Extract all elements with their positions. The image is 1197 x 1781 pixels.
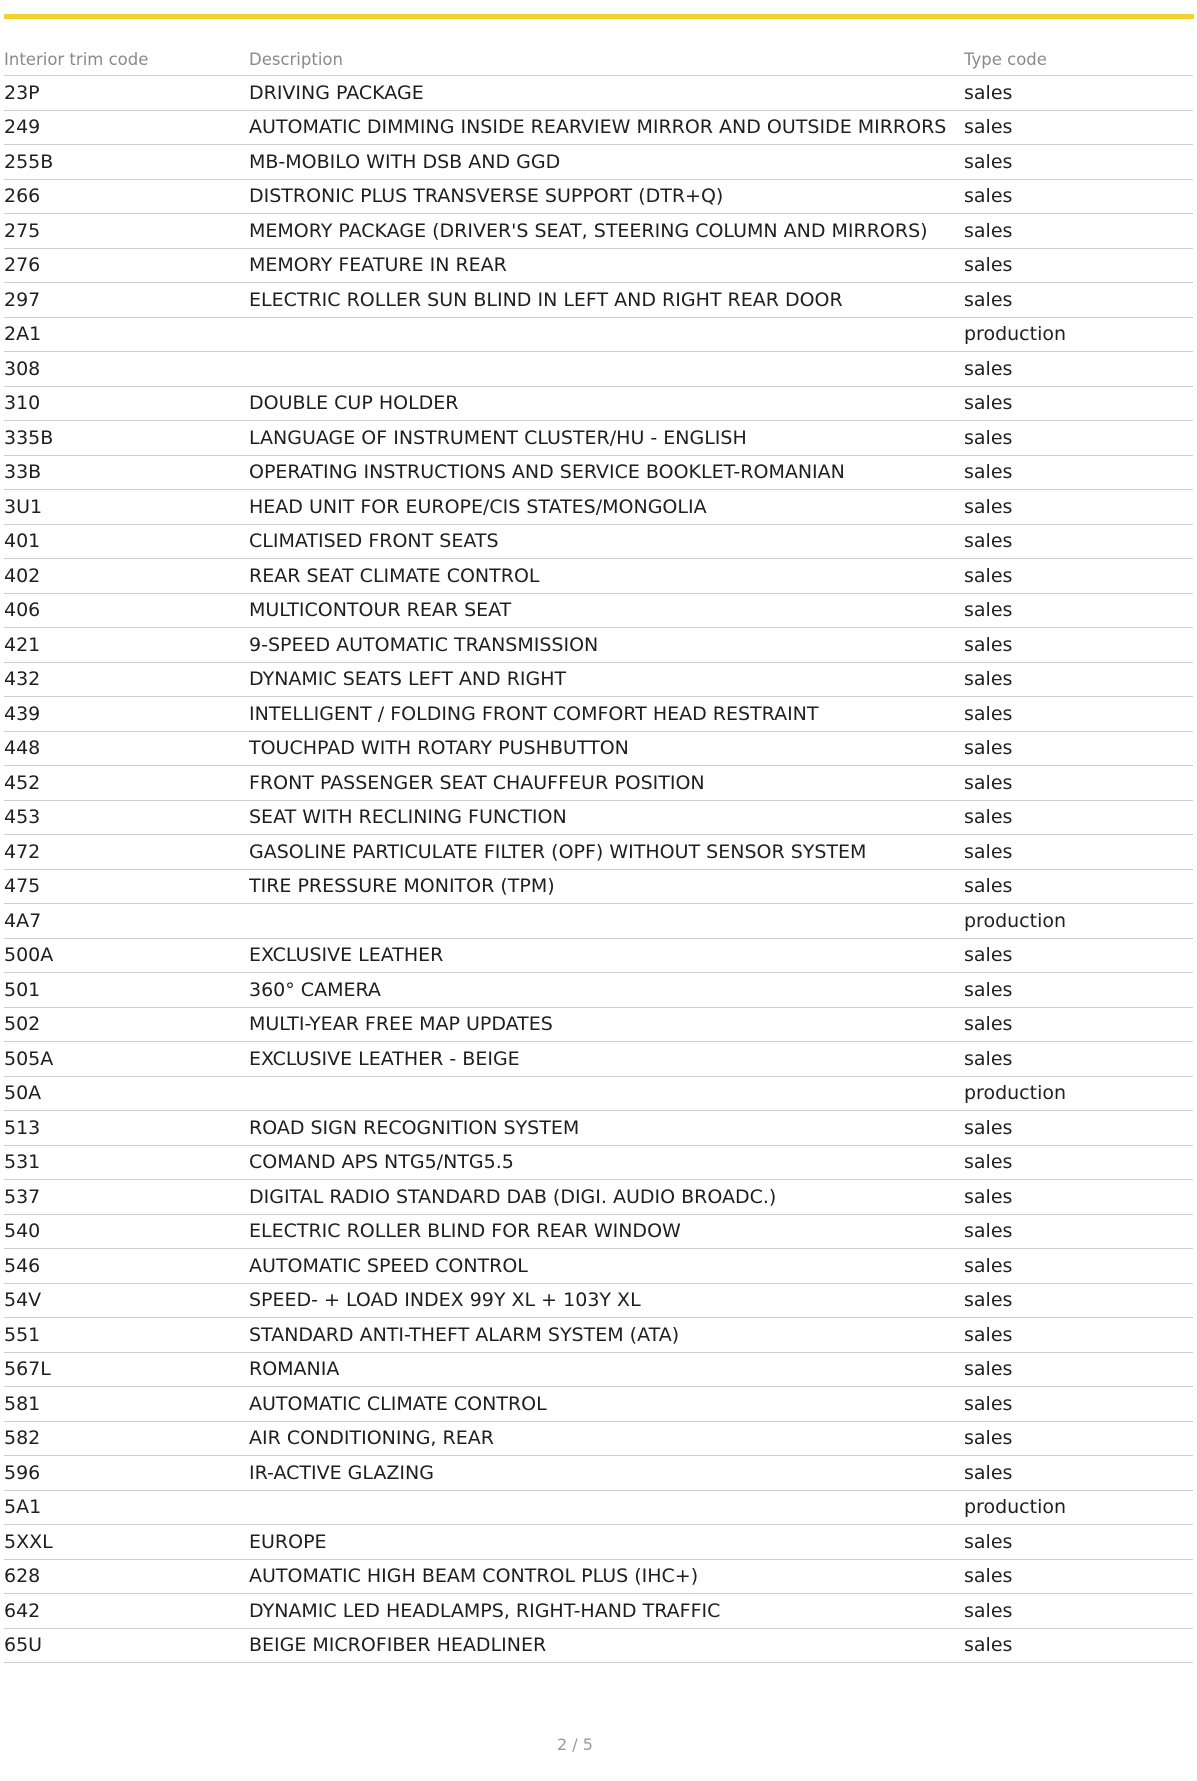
cell-type: production: [964, 317, 1193, 352]
cell-code: 439: [4, 697, 249, 732]
table-row: [4, 179, 1193, 214]
cell-code: 513: [4, 1111, 249, 1146]
cell-code: 475: [4, 869, 249, 904]
cell-description: GASOLINE PARTICULATE FILTER (OPF) WITHOUT SENSOR SYSTEM: [249, 835, 964, 870]
cell-code: 567L: [4, 1352, 249, 1387]
cell-type: sales: [964, 524, 1193, 559]
cell-description: AUTOMATIC CLIMATE CONTROL: [249, 1387, 964, 1422]
table-row: [4, 697, 1193, 732]
cell-description: EXCLUSIVE LEATHER - BEIGE: [249, 1042, 964, 1077]
cell-code: 406: [4, 593, 249, 628]
table-row: [4, 800, 1193, 835]
cell-code: 531: [4, 1145, 249, 1180]
cell-type: sales: [964, 145, 1193, 180]
cell-type: sales: [964, 1628, 1193, 1663]
cell-description: DOUBLE CUP HOLDER: [249, 386, 964, 421]
table-row: [4, 145, 1193, 180]
cell-type: sales: [964, 1249, 1193, 1284]
cell-type: sales: [964, 1387, 1193, 1422]
cell-code: 335B: [4, 421, 249, 456]
cell-type: sales: [964, 1352, 1193, 1387]
cell-code: 448: [4, 731, 249, 766]
cell-code: 402: [4, 559, 249, 594]
table-row: [4, 766, 1193, 801]
cell-type: sales: [964, 214, 1193, 249]
cell-type: production: [964, 904, 1193, 939]
yellow-accent-bar: [4, 14, 1194, 19]
table-row: [4, 283, 1193, 318]
cell-code: 249: [4, 110, 249, 145]
cell-description: MULTICONTOUR REAR SEAT: [249, 593, 964, 628]
cell-code: 546: [4, 1249, 249, 1284]
table-row: [4, 628, 1193, 663]
table-row: [4, 1490, 1193, 1525]
table-row: [4, 1249, 1193, 1284]
table-row: [4, 1111, 1193, 1146]
cell-type: sales: [964, 1594, 1193, 1629]
cell-type: sales: [964, 593, 1193, 628]
cell-code: 5XXL: [4, 1525, 249, 1560]
cell-description: AUTOMATIC SPEED CONTROL: [249, 1249, 964, 1284]
table-row: [4, 76, 1193, 111]
cell-type: sales: [964, 1421, 1193, 1456]
table-row: [4, 662, 1193, 697]
cell-description: COMAND APS NTG5/NTG5.5: [249, 1145, 964, 1180]
table-row: [4, 1559, 1193, 1594]
cell-description: EUROPE: [249, 1525, 964, 1560]
cell-description: FRONT PASSENGER SEAT CHAUFFEUR POSITION: [249, 766, 964, 801]
cell-description: [249, 317, 964, 352]
cell-code: 628: [4, 1559, 249, 1594]
cell-code: 500A: [4, 938, 249, 973]
table-row: [4, 248, 1193, 283]
table-row: [4, 1007, 1193, 1042]
table-row: [4, 524, 1193, 559]
table-body: [4, 76, 1193, 1663]
table-row: [4, 1421, 1193, 1456]
table-row: [4, 1042, 1193, 1077]
table-row: [4, 455, 1193, 490]
cell-description: REAR SEAT CLIMATE CONTROL: [249, 559, 964, 594]
cell-code: 472: [4, 835, 249, 870]
cell-description: ELECTRIC ROLLER SUN BLIND IN LEFT AND RIGHT REAR DOOR: [249, 283, 964, 318]
table-row: [4, 1628, 1193, 1663]
cell-code: 501: [4, 973, 249, 1008]
cell-code: 65U: [4, 1628, 249, 1663]
table-row: [4, 1318, 1193, 1353]
cell-code: 642: [4, 1594, 249, 1629]
table-row: [4, 1214, 1193, 1249]
cell-type: sales: [964, 766, 1193, 801]
cell-type: sales: [964, 938, 1193, 973]
cell-description: [249, 352, 964, 387]
table-row: [4, 904, 1193, 939]
cell-type: sales: [964, 490, 1193, 525]
cell-code: 2A1: [4, 317, 249, 352]
cell-type: sales: [964, 179, 1193, 214]
cell-code: 4A7: [4, 904, 249, 939]
cell-type: sales: [964, 869, 1193, 904]
cell-description: TOUCHPAD WITH ROTARY PUSHBUTTON: [249, 731, 964, 766]
cell-type: sales: [964, 283, 1193, 318]
options-table: [4, 44, 1193, 1663]
cell-code: 310: [4, 386, 249, 421]
table-row: [4, 1456, 1193, 1491]
cell-type: sales: [964, 76, 1193, 111]
cell-type: sales: [964, 421, 1193, 456]
table-row: [4, 1145, 1193, 1180]
cell-code: 401: [4, 524, 249, 559]
cell-description: TIRE PRESSURE MONITOR (TPM): [249, 869, 964, 904]
cell-type: sales: [964, 1559, 1193, 1594]
cell-description: 9-SPEED AUTOMATIC TRANSMISSION: [249, 628, 964, 663]
table-row: [4, 869, 1193, 904]
cell-code: 50A: [4, 1076, 249, 1111]
column-header-code: Interior trim code: [4, 44, 249, 76]
cell-description: 360° CAMERA: [249, 973, 964, 1008]
table-row: [4, 1387, 1193, 1422]
cell-description: ELECTRIC ROLLER BLIND FOR REAR WINDOW: [249, 1214, 964, 1249]
cell-type: sales: [964, 1007, 1193, 1042]
cell-description: HEAD UNIT FOR EUROPE/CIS STATES/MONGOLIA: [249, 490, 964, 525]
cell-type: sales: [964, 835, 1193, 870]
table-row: [4, 490, 1193, 525]
cell-code: 297: [4, 283, 249, 318]
table-row: [4, 559, 1193, 594]
cell-description: CLIMATISED FRONT SEATS: [249, 524, 964, 559]
table-row: [4, 938, 1193, 973]
column-header-type: Type code: [964, 44, 1193, 76]
cell-type: sales: [964, 1456, 1193, 1491]
cell-description: MB-MOBILO WITH DSB AND GGD: [249, 145, 964, 180]
cell-description: OPERATING INSTRUCTIONS AND SERVICE BOOKLET-ROMANIAN: [249, 455, 964, 490]
cell-type: production: [964, 1076, 1193, 1111]
cell-description: ROAD SIGN RECOGNITION SYSTEM: [249, 1111, 964, 1146]
cell-description: [249, 1490, 964, 1525]
cell-code: 3U1: [4, 490, 249, 525]
table-row: [4, 110, 1193, 145]
table-row: [4, 214, 1193, 249]
cell-type: sales: [964, 628, 1193, 663]
table-row: [4, 835, 1193, 870]
page-indicator: 2 / 5: [557, 1735, 593, 1754]
cell-type: sales: [964, 1283, 1193, 1318]
table-row: [4, 1352, 1193, 1387]
cell-type: sales: [964, 800, 1193, 835]
cell-type: sales: [964, 662, 1193, 697]
cell-description: DISTRONIC PLUS TRANSVERSE SUPPORT (DTR+Q): [249, 179, 964, 214]
cell-code: 581: [4, 1387, 249, 1422]
table-row: [4, 386, 1193, 421]
cell-type: sales: [964, 386, 1193, 421]
table-row: [4, 1283, 1193, 1318]
table-row: [4, 1076, 1193, 1111]
table-row: [4, 1180, 1193, 1215]
cell-description: [249, 1076, 964, 1111]
table-row: [4, 1594, 1193, 1629]
cell-code: 276: [4, 248, 249, 283]
cell-description: DIGITAL RADIO STANDARD DAB (DIGI. AUDIO BROADC.): [249, 1180, 964, 1215]
cell-description: SPEED- + LOAD INDEX 99Y XL + 103Y XL: [249, 1283, 964, 1318]
cell-description: AUTOMATIC HIGH BEAM CONTROL PLUS (IHC+): [249, 1559, 964, 1594]
cell-description: ROMANIA: [249, 1352, 964, 1387]
cell-code: 54V: [4, 1283, 249, 1318]
cell-description: LANGUAGE OF INSTRUMENT CLUSTER/HU - ENGLISH: [249, 421, 964, 456]
cell-type: sales: [964, 455, 1193, 490]
table-row: [4, 317, 1193, 352]
cell-code: 255B: [4, 145, 249, 180]
table-row: [4, 593, 1193, 628]
cell-code: 540: [4, 1214, 249, 1249]
cell-description: AIR CONDITIONING, REAR: [249, 1421, 964, 1456]
cell-code: 421: [4, 628, 249, 663]
cell-type: sales: [964, 248, 1193, 283]
cell-type: sales: [964, 352, 1193, 387]
cell-description: SEAT WITH RECLINING FUNCTION: [249, 800, 964, 835]
cell-type: sales: [964, 1318, 1193, 1353]
cell-description: DYNAMIC SEATS LEFT AND RIGHT: [249, 662, 964, 697]
cell-description: MULTI-YEAR FREE MAP UPDATES: [249, 1007, 964, 1042]
cell-description: INTELLIGENT / FOLDING FRONT COMFORT HEAD RESTRAINT: [249, 697, 964, 732]
cell-type: sales: [964, 731, 1193, 766]
cell-type: sales: [964, 1525, 1193, 1560]
cell-code: 596: [4, 1456, 249, 1491]
cell-type: sales: [964, 697, 1193, 732]
cell-description: DYNAMIC LED HEADLAMPS, RIGHT-HAND TRAFFIC: [249, 1594, 964, 1629]
cell-code: 275: [4, 214, 249, 249]
table-row: [4, 973, 1193, 1008]
cell-code: 505A: [4, 1042, 249, 1077]
cell-code: 537: [4, 1180, 249, 1215]
cell-type: sales: [964, 1180, 1193, 1215]
cell-code: 432: [4, 662, 249, 697]
cell-description: EXCLUSIVE LEATHER: [249, 938, 964, 973]
cell-type: sales: [964, 1042, 1193, 1077]
cell-type: sales: [964, 559, 1193, 594]
cell-type: sales: [964, 110, 1193, 145]
column-header-description: Description: [249, 44, 964, 76]
cell-code: 308: [4, 352, 249, 387]
cell-description: AUTOMATIC DIMMING INSIDE REARVIEW MIRROR AND OUTSIDE MIRRORS: [249, 110, 964, 145]
cell-description: STANDARD ANTI-THEFT ALARM SYSTEM (ATA): [249, 1318, 964, 1353]
table-row: [4, 421, 1193, 456]
cell-description: DRIVING PACKAGE: [249, 76, 964, 111]
cell-code: 551: [4, 1318, 249, 1353]
cell-description: [249, 904, 964, 939]
cell-type: sales: [964, 1214, 1193, 1249]
cell-description: MEMORY FEATURE IN REAR: [249, 248, 964, 283]
cell-code: 582: [4, 1421, 249, 1456]
cell-type: sales: [964, 1145, 1193, 1180]
cell-description: MEMORY PACKAGE (DRIVER'S SEAT, STEERING COLUMN AND MIRRORS): [249, 214, 964, 249]
table-row: [4, 731, 1193, 766]
cell-code: 502: [4, 1007, 249, 1042]
cell-type: sales: [964, 973, 1193, 1008]
cell-description: BEIGE MICROFIBER HEADLINER: [249, 1628, 964, 1663]
table-header-row: [4, 44, 1193, 76]
cell-code: 453: [4, 800, 249, 835]
cell-code: 266: [4, 179, 249, 214]
cell-code: 33B: [4, 455, 249, 490]
cell-code: 452: [4, 766, 249, 801]
cell-type: sales: [964, 1111, 1193, 1146]
cell-code: 23P: [4, 76, 249, 111]
table-row: [4, 352, 1193, 387]
cell-type: production: [964, 1490, 1193, 1525]
cell-code: 5A1: [4, 1490, 249, 1525]
table-row: [4, 1525, 1193, 1560]
cell-description: IR-ACTIVE GLAZING: [249, 1456, 964, 1491]
